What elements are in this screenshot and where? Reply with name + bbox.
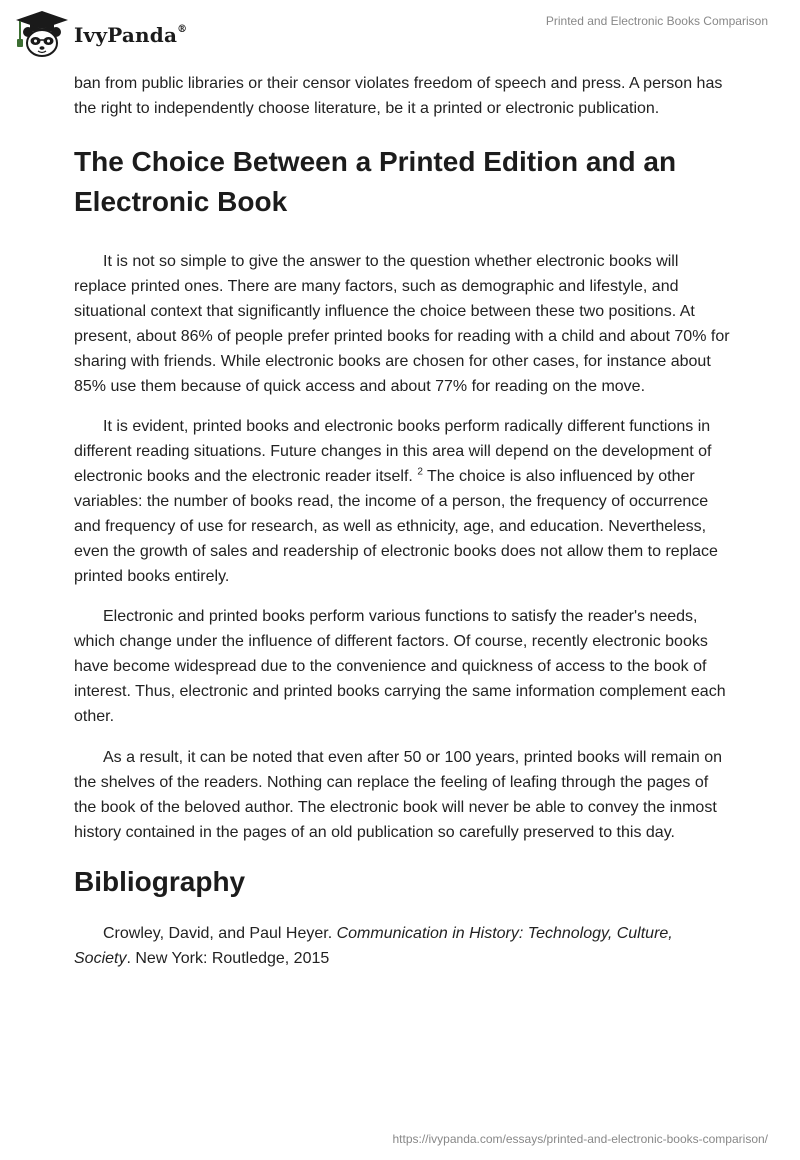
- bib-title: Communication in History: Technology, Culture, Society: [74, 925, 673, 967]
- paragraph-4: As a result, it can be noted that even after 50 or 100 years, printed books will remain on the shelves of the readers. Nothing can replace the feeling of leafing through the pages of the book of the beloved author. The electronic book will never be able to convey the inmost history contained in the pages of an old publication so carefully preserved to this day.: [74, 749, 723, 841]
- paragraph-1: It is not so simple to give the answer to the question whether electronic books will replace printed ones. There are many factors, such as demographic and lifestyle, and situational context that significantly influence the choice between these two positions. At present, about 86% of people prefer printed books for reading with a child and about 70% for sharing with friends. While electronic books are chosen for other cases, for instance about 85% use them because of quick access and about 77% for reading on the move.: [74, 253, 730, 395]
- page-header: [0, 0, 800, 70]
- paragraph-2-text-before: It is evident, printed books and electronic books perform radically different functions in different reading situations. Future changes in this area will depend on the development of electronic books and the electronic reader itself.: [74, 418, 712, 485]
- bib-authors: Crowley, David, and Paul Heyer.: [103, 925, 333, 942]
- essay-body: [74, 70, 734, 971]
- brand-logo[interactable]: [14, 9, 187, 59]
- brand-name: IvyPanda®: [74, 23, 188, 47]
- panda-graduate-icon: [14, 9, 70, 59]
- paragraph-3: Electronic and printed books perform various functions to satisfy the reader's needs, which change under the influence of different factors. Of course, recently electronic books have become widespread due to the convenience and quickness of access to the book of interest. Thus, electronic and printed books carrying the same information complement each other.: [74, 608, 726, 725]
- paragraph-2: [74, 414, 734, 589]
- bibliography-entry: [74, 921, 734, 971]
- bibliography-heading: Bibliography: [74, 866, 246, 897]
- intro-paragraph: ban from public libraries or their censor violates freedom of speech and press. A person has the right to independently choose literature, be it a printed or electronic publication.: [74, 75, 723, 117]
- footnote-ref[interactable]: 2: [417, 466, 423, 478]
- paragraph-2-text-after: The choice is also influenced by other variables: the number of books read, the income of a person, the frequency of occurrence and frequency of use for research, as well as ethnicity, age, and education. Nevertheless, even the growth of sales and readership of electronic books does not allow them to replace printed books entirely.: [74, 468, 718, 585]
- footer-url[interactable]: https://ivypanda.com/essays/printed-and-electronic-books-comparison/: [392, 1132, 768, 1146]
- document-title: Printed and Electronic Books Comparison: [545, 14, 768, 28]
- bib-publisher: . New York: Routledge, 2015: [126, 950, 330, 967]
- section-heading: The Choice Between a Printed Edition and an Electronic Book: [74, 146, 677, 217]
